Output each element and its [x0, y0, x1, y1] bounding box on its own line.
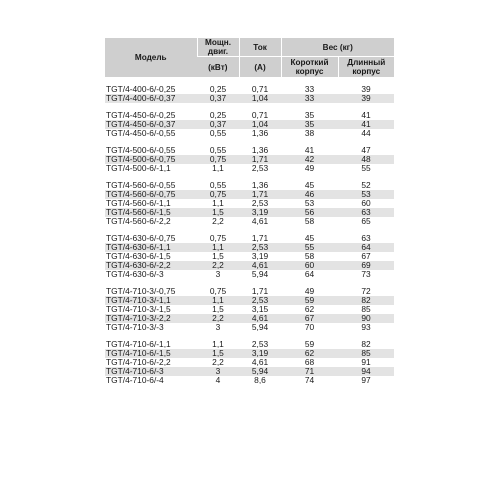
cell-weight-short: 46 — [281, 190, 338, 199]
cell-model: TGT/4-630-6/-2,2 — [105, 261, 197, 270]
cell-weight-short: 55 — [281, 243, 338, 252]
cell-model: TGT/4-710-6/-2,2 — [106, 357, 171, 367]
header-short-line2: корпус — [295, 67, 324, 76]
cell-weight-long: 55 — [361, 163, 371, 173]
cell-power: 0,37 — [197, 94, 239, 103]
cell-power: 0,75 — [209, 233, 227, 243]
cell-weight-long: 69 — [338, 261, 394, 270]
cell-model: TGT/4-560-6/-0,55 — [106, 180, 176, 190]
cell-weight-long: 72 — [361, 286, 371, 296]
cell-weight-long: 85 — [338, 349, 394, 358]
cell-weight-long: 39 — [338, 94, 394, 103]
cell-power: 1,1 — [212, 339, 224, 349]
cell-weight-short: 59 — [304, 339, 315, 349]
cell-weight-short: 59 — [281, 296, 338, 305]
cell-power: 0,25 — [209, 110, 227, 120]
cell-weight-long: 63 — [361, 233, 371, 243]
cell-current: 5,94 — [251, 269, 269, 279]
cell-model: TGT/4-400-6/-0,37 — [105, 94, 197, 103]
cell-weight-short: 70 — [304, 322, 315, 332]
cell-weight-short: 42 — [281, 155, 338, 164]
header-current-unit: (A) — [239, 57, 281, 78]
cell-weight-short: 45 — [304, 233, 315, 243]
header-power-line1: Мощн. — [205, 38, 231, 47]
cell-power: 0,55 — [209, 145, 227, 155]
cell-model: TGT/4-710-3/-1,5 — [106, 304, 171, 314]
cell-model: TGT/4-710-3/-0,75 — [106, 286, 176, 296]
header-weight: Вес (кг) — [281, 38, 394, 57]
cell-weight-long: 52 — [361, 180, 371, 190]
cell-weight-short: 64 — [304, 269, 315, 279]
cell-current: 0,71 — [251, 110, 269, 120]
cell-weight-long: 94 — [338, 367, 394, 376]
cell-power: 0,55 — [209, 128, 227, 138]
cell-model: TGT/4-560-6/-2,2 — [106, 216, 171, 226]
header-long-line2: корпус — [352, 67, 381, 76]
cell-power: 2,2 — [197, 314, 239, 323]
cell-model: TGT/4-450-6/-0,25 — [106, 110, 176, 120]
header-model: Модель — [105, 38, 197, 77]
cell-power: 0,55 — [209, 180, 227, 190]
cell-weight-short: 58 — [304, 216, 315, 226]
cell-model: TGT/4-710-6/-1,1 — [106, 339, 171, 349]
cell-model: TGT/4-400-6/-0,25 — [106, 84, 176, 94]
cell-weight-long: 48 — [338, 155, 394, 164]
header-current: Ток — [239, 38, 281, 57]
cell-power: 2,2 — [212, 357, 224, 367]
cell-model: TGT/4-630-6/-3 — [106, 269, 164, 279]
table-row — [105, 94, 394, 103]
cell-weight-short: 56 — [281, 208, 338, 217]
cell-weight-long: 44 — [361, 128, 371, 138]
cell-model: TGT/4-630-6/-1,5 — [106, 251, 171, 261]
header-short-line1: Короткий — [290, 58, 329, 67]
cell-weight-short: 33 — [281, 94, 338, 103]
cell-current: 1,71 — [239, 190, 281, 199]
cell-weight-long: 85 — [361, 304, 371, 314]
cell-current: 2,53 — [251, 339, 269, 349]
header-power-line2: двиг. — [207, 47, 229, 56]
cell-weight-long: 53 — [338, 190, 394, 199]
cell-current: 4,61 — [239, 314, 281, 323]
cell-current: 1,36 — [251, 128, 269, 138]
cell-power: 0,37 — [197, 120, 239, 129]
cell-weight-short: 33 — [304, 84, 315, 94]
cell-current: 0,71 — [251, 84, 269, 94]
header-long-body — [338, 57, 394, 78]
cell-power: 2,2 — [212, 216, 224, 226]
cell-weight-long: 73 — [361, 269, 371, 279]
cell-weight-long: 82 — [361, 339, 371, 349]
cell-current: 2,53 — [239, 243, 281, 252]
cell-power: 1,1 — [212, 198, 224, 208]
cell-current: 1,04 — [239, 120, 281, 129]
cell-power: 2,2 — [197, 261, 239, 270]
cell-model: TGT/4-630-6/-1,1 — [105, 243, 197, 252]
cell-weight-short: 60 — [281, 261, 338, 270]
cell-weight-short: 45 — [304, 180, 315, 190]
cell-weight-long: 82 — [338, 296, 394, 305]
cell-weight-short: 74 — [304, 375, 315, 385]
table-row — [105, 217, 394, 226]
cell-model: TGT/4-710-6/-4 — [106, 375, 164, 385]
cell-weight-short: 71 — [281, 367, 338, 376]
header-power — [197, 38, 239, 57]
cell-power: 0,75 — [197, 155, 239, 164]
cell-current: 2,53 — [251, 163, 269, 173]
cell-model: TGT/4-710-3/-3 — [106, 322, 164, 332]
cell-weight-long: 63 — [338, 208, 394, 217]
cell-weight-short: 62 — [304, 304, 315, 314]
cell-power: 3 — [215, 322, 221, 332]
cell-weight-long: 90 — [338, 314, 394, 323]
cell-current: 2,53 — [251, 198, 269, 208]
cell-power: 3 — [215, 269, 221, 279]
header-power-unit: (кВт) — [197, 57, 239, 78]
cell-model: TGT/4-560-6/-1,5 — [105, 208, 197, 217]
cell-weight-long: 39 — [361, 84, 371, 94]
cell-weight-short: 35 — [281, 120, 338, 129]
cell-current: 1,36 — [251, 180, 269, 190]
table-row — [105, 164, 394, 173]
cell-current: 4,61 — [251, 216, 269, 226]
cell-model: TGT/4-560-6/-1,1 — [106, 198, 171, 208]
cell-model: TGT/4-450-6/-0,37 — [105, 120, 197, 129]
cell-current: 1,36 — [251, 145, 269, 155]
cell-power: 0,75 — [197, 190, 239, 199]
cell-weight-short: 41 — [304, 145, 315, 155]
cell-weight-short: 58 — [304, 251, 315, 261]
cell-power: 3 — [197, 367, 239, 376]
cell-weight-long: 47 — [361, 145, 371, 155]
cell-model: TGT/4-710-6/-1,5 — [105, 349, 197, 358]
cell-weight-long: 41 — [338, 120, 394, 129]
cell-model: TGT/4-500-6/-1,1 — [106, 163, 171, 173]
cell-power: 0,25 — [209, 84, 227, 94]
cell-model: TGT/4-500-6/-0,75 — [105, 155, 197, 164]
cell-model: TGT/4-630-6/-0,75 — [106, 233, 176, 243]
cell-current: 1,71 — [251, 286, 269, 296]
cell-weight-short: 49 — [304, 163, 315, 173]
cell-current: 8,6 — [254, 375, 266, 385]
table-header — [105, 38, 394, 77]
cell-weight-short: 49 — [304, 286, 315, 296]
cell-weight-short: 67 — [281, 314, 338, 323]
cell-current: 2,53 — [239, 296, 281, 305]
cell-weight-short: 35 — [304, 110, 315, 120]
cell-power: 0,75 — [209, 286, 227, 296]
table-body — [105, 77, 394, 385]
cell-weight-long: 91 — [361, 357, 371, 367]
cell-weight-long: 41 — [361, 110, 371, 120]
cell-weight-long: 64 — [338, 243, 394, 252]
table-row — [105, 129, 394, 138]
cell-power: 1,1 — [197, 296, 239, 305]
cell-current: 1,04 — [239, 94, 281, 103]
cell-weight-short: 62 — [281, 349, 338, 358]
cell-model: TGT/4-710-6/-3 — [105, 367, 197, 376]
cell-current: 5,94 — [251, 322, 269, 332]
cell-model: TGT/4-710-3/-1,1 — [105, 296, 197, 305]
cell-current: 3,19 — [251, 251, 269, 261]
cell-current: 3,15 — [251, 304, 269, 314]
cell-weight-long: 60 — [361, 198, 371, 208]
cell-weight-short: 53 — [304, 198, 315, 208]
cell-model: TGT/4-710-3/-2,2 — [105, 314, 197, 323]
cell-current: 4,61 — [251, 357, 269, 367]
cell-power: 1,1 — [212, 163, 224, 173]
cell-current: 1,71 — [239, 155, 281, 164]
cell-model: TGT/4-560-6/-0,75 — [105, 190, 197, 199]
table-row — [105, 376, 394, 385]
cell-weight-long: 97 — [361, 375, 371, 385]
cell-weight-short: 38 — [304, 128, 315, 138]
cell-weight-short: 68 — [304, 357, 315, 367]
motor-spec-table — [105, 38, 394, 385]
cell-power: 1,1 — [197, 243, 239, 252]
spec-sheet — [105, 38, 394, 385]
cell-power: 1,5 — [212, 251, 224, 261]
cell-weight-long: 65 — [361, 216, 371, 226]
cell-weight-long: 67 — [361, 251, 371, 261]
cell-model: TGT/4-450-6/-0,55 — [106, 128, 176, 138]
table-row — [105, 270, 394, 279]
cell-model: TGT/4-500-6/-0,55 — [106, 145, 176, 155]
cell-weight-long: 93 — [361, 322, 371, 332]
cell-current: 5,94 — [239, 367, 281, 376]
table-row — [105, 323, 394, 332]
cell-power: 1,5 — [197, 349, 239, 358]
cell-power: 4 — [215, 375, 221, 385]
cell-current: 3,19 — [239, 208, 281, 217]
cell-current: 1,71 — [251, 233, 269, 243]
cell-current: 4,61 — [239, 261, 281, 270]
header-long-line1: Длинный — [347, 58, 386, 67]
cell-power: 1,5 — [197, 208, 239, 217]
cell-current: 3,19 — [239, 349, 281, 358]
cell-power: 1,5 — [212, 304, 224, 314]
header-short-body — [281, 57, 338, 78]
